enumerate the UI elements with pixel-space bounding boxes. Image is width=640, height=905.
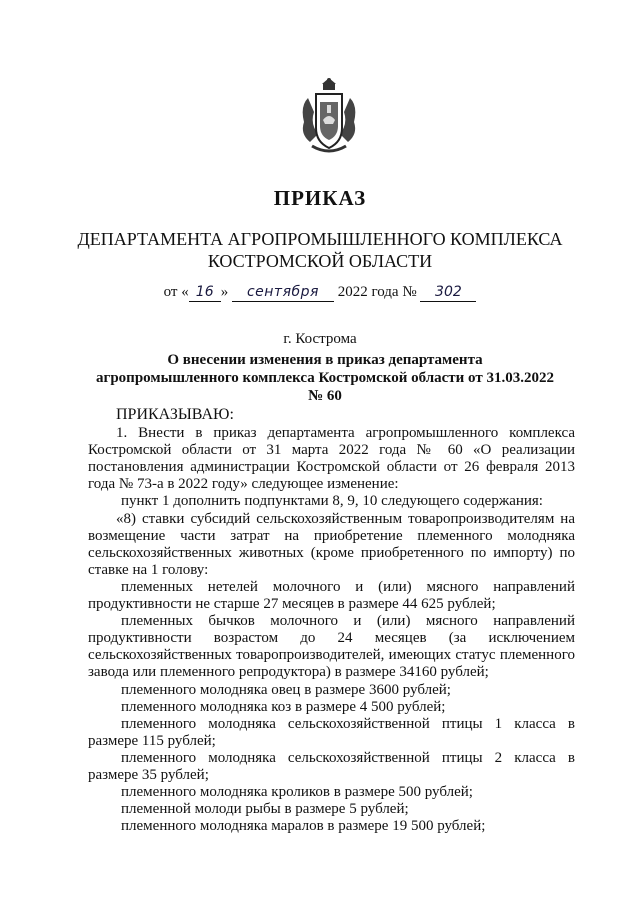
city: г. Кострома [283,331,357,347]
order-subject: О внесении изменения в приказ департамента агропромышленного комплекса Костромской области от 31.03.2022 № 60 [96,352,554,404]
order-body [88,406,575,835]
date-mid: » [220,284,229,300]
department-line-1: ДЕПАРТАМЕНТА АГРОПРОМЫШЛЕННОГО КОМПЛЕКСА [77,229,563,249]
list-item: племенного молодняка сельскохозяйственной птицы 1 класса в размере 115 рублей; [88,715,575,749]
directive: ПРИКАЗЫВАЮ: [116,406,234,423]
list-item: племенного молодняка кроликов в размере 500 рублей; [121,784,473,801]
document-title: ПРИКАЗ [273,186,367,210]
date-prefix: от « [163,284,189,300]
department-name [0,228,640,272]
list-item: племенного молодняка коз в размере 4 500 рублей; [121,698,446,715]
paragraph: «8) ставки субсидий сельскохозяйственным товаропроизводителям на возмещение части затрат на приобретение племенного молодняка сельскохозяйственных животных (кроме приобретенного по импорту) по ставке на 1 голову: [88,510,575,578]
date-month: сентября [232,283,334,302]
date-day: 16 [189,283,221,302]
paragraph: пункт 1 дополнить подпунктами 8, 9, 10 следующего содержания: [121,493,543,510]
department-line-2: КОСТРОМСКОЙ ОБЛАСТИ [207,251,433,271]
date-year: 2022 года № [337,284,417,300]
list-item: племенных бычков молочного и (или) мясного направлений продуктивности возрастом до 24 месяцев (за исключением сельскохозяйственных товаропроизводителей, имеющих статус племенного завода или племенного репродуктора) в размере 34160 рублей; [88,613,575,681]
order-number: 302 [420,283,476,302]
list-item: племенного молодняка маралов в размере 19 500 рублей; [121,818,486,835]
paragraph: 1. Внести в приказ департамента агропромышленного комплекса Костромской области от 31 марта 2022 года № 60 «О реализации постановления администрации Костромской области от 26 февраля 2013 года № 73-а в 2022 году» следующее изменение: [88,425,575,493]
order-date-line [0,283,640,302]
list-item: племенной молоди рыбы в размере 5 рублей; [121,801,409,818]
coat-of-arms-icon [296,72,362,156]
list-item: племенного молодняка сельскохозяйственной птицы 2 класса в размере 35 рублей; [88,749,575,783]
list-item: племенных нетелей молочного и (или) мясного направлений продуктивности не старше 27 месяцев в размере 44 625 рублей; [88,578,575,613]
list-item: племенного молодняка овец в размере 3600 рублей; [121,681,451,698]
